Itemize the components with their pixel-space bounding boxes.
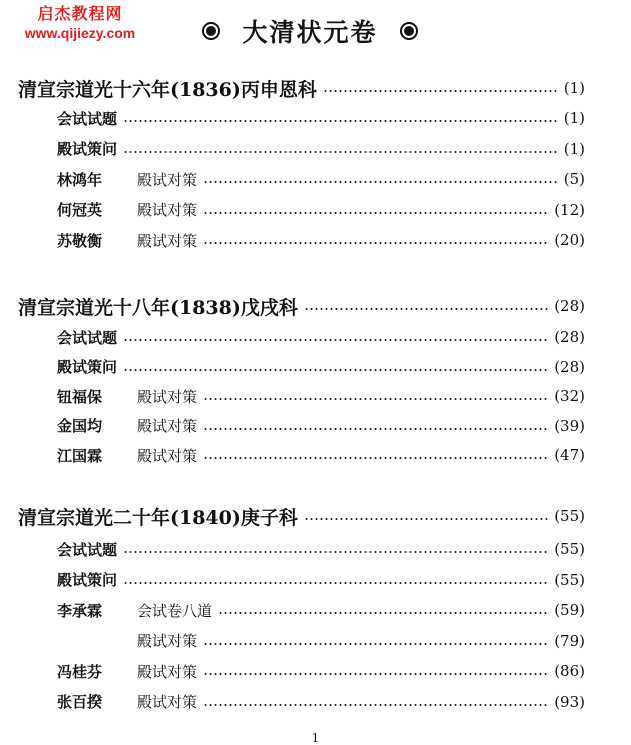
dot-leader	[203, 242, 548, 244]
entry-title: 殿试策问	[57, 140, 118, 158]
section-heading[interactable]	[0, 73, 631, 103]
entry-page-number: (39)	[554, 416, 585, 435]
toc-entry[interactable]	[0, 597, 631, 623]
entry-title: 殿试对策	[137, 201, 198, 219]
toc-entry[interactable]	[0, 442, 631, 468]
entry-page-number: (55)	[554, 540, 585, 558]
dot-leader	[203, 398, 548, 400]
dot-leader	[323, 90, 558, 92]
entry-title: 殿试对策	[137, 662, 198, 681]
entry-page-number: (12)	[554, 200, 585, 219]
section-heading[interactable]	[0, 501, 631, 531]
candidate-name: 冯桂芬	[57, 662, 103, 681]
page-header	[160, 14, 460, 48]
dot-leader	[123, 551, 548, 553]
section-title: 清宣宗道光十八年(1838)戊戌科	[18, 296, 298, 319]
section-title: 清宣宗道光二十年(1840)庚子科	[18, 506, 298, 529]
candidate-name: 钮福保	[57, 387, 103, 406]
entry-page-number: (1)	[563, 109, 585, 127]
entry-title: 会试试题	[57, 328, 118, 347]
toc-entry[interactable]	[0, 689, 631, 715]
entry-page-number: (47)	[554, 446, 585, 464]
watermark-site-name: 启杰教程网	[37, 4, 123, 23]
dot-leader	[304, 518, 548, 520]
toc-entry[interactable]	[0, 536, 631, 562]
entry-page-number: (5)	[563, 170, 585, 188]
toc-entry[interactable]	[0, 567, 631, 593]
section-page-number: (55)	[554, 507, 585, 525]
toc-entry[interactable]	[0, 136, 631, 162]
toc-entry[interactable]	[0, 413, 631, 439]
watermark	[0, 4, 160, 42]
page-number: 1	[311, 731, 320, 745]
entry-title: 殿试对策	[137, 231, 198, 250]
toc-entry[interactable]	[0, 324, 631, 350]
entry-title: 会试试题	[57, 540, 118, 559]
candidate-name: 林鸿年	[57, 170, 103, 189]
dot-leader	[123, 120, 558, 122]
candidate-name: 江国霖	[57, 446, 103, 465]
section-title: 清宣宗道光十六年(1836)丙申恩科	[18, 78, 317, 101]
entry-title: 殿试对策	[137, 693, 198, 711]
toc-entry[interactable]	[0, 628, 631, 654]
entry-page-number: (28)	[554, 328, 585, 346]
toc-entry[interactable]	[0, 105, 631, 131]
dot-leader	[203, 428, 548, 430]
page-title: 大清状元卷	[242, 18, 378, 47]
entry-title: 会试卷八道	[137, 601, 213, 620]
watermark-url: www.qijiezy.com	[24, 25, 136, 41]
entry-page-number: (59)	[554, 601, 585, 619]
entry-page-number: (32)	[554, 387, 585, 405]
dot-leader	[123, 369, 548, 371]
candidate-name: 苏敬衡	[57, 231, 103, 250]
entry-page-number: (86)	[554, 662, 585, 680]
candidate-name: 金国均	[57, 417, 103, 435]
entry-title: 殿试策问	[57, 358, 118, 376]
dot-leader	[218, 612, 548, 614]
dot-leader	[203, 457, 548, 459]
dot-leader	[123, 582, 548, 584]
dot-leader	[123, 339, 548, 341]
dot-leader	[203, 643, 548, 645]
bullet-icon	[202, 22, 220, 40]
dot-leader	[304, 308, 548, 310]
dot-leader	[123, 151, 558, 153]
entry-page-number: (79)	[554, 631, 585, 650]
entry-title: 殿试对策	[137, 170, 198, 189]
entry-title: 殿试对策	[137, 446, 198, 465]
toc-entry[interactable]	[0, 658, 631, 684]
toc-entry[interactable]	[0, 166, 631, 192]
entry-title: 殿试对策	[137, 387, 198, 406]
toc-entry[interactable]	[0, 383, 631, 409]
entry-page-number: (1)	[563, 139, 585, 158]
candidate-name: 张百揆	[57, 693, 103, 711]
dot-leader	[203, 704, 548, 706]
toc-entry[interactable]	[0, 197, 631, 223]
entry-title: 会试试题	[57, 109, 118, 128]
section-page-number: (1)	[563, 79, 585, 97]
entry-page-number: (28)	[554, 357, 585, 376]
dot-leader	[203, 212, 548, 214]
section-page-number: (28)	[554, 297, 585, 315]
candidate-name: 何冠英	[57, 201, 103, 219]
candidate-name: 李承霖	[57, 601, 103, 620]
dot-leader	[203, 181, 558, 183]
entry-page-number: (55)	[554, 570, 585, 589]
entry-page-number: (93)	[554, 692, 585, 711]
entry-title: 殿试对策	[137, 632, 198, 650]
dot-leader	[203, 673, 548, 675]
toc-entry[interactable]	[0, 354, 631, 380]
entry-title: 殿试对策	[137, 417, 198, 435]
entry-title: 殿试策问	[57, 571, 118, 589]
toc-entry[interactable]	[0, 227, 631, 253]
section-heading[interactable]	[0, 291, 631, 321]
bullet-icon	[400, 22, 418, 40]
entry-page-number: (20)	[554, 231, 585, 249]
